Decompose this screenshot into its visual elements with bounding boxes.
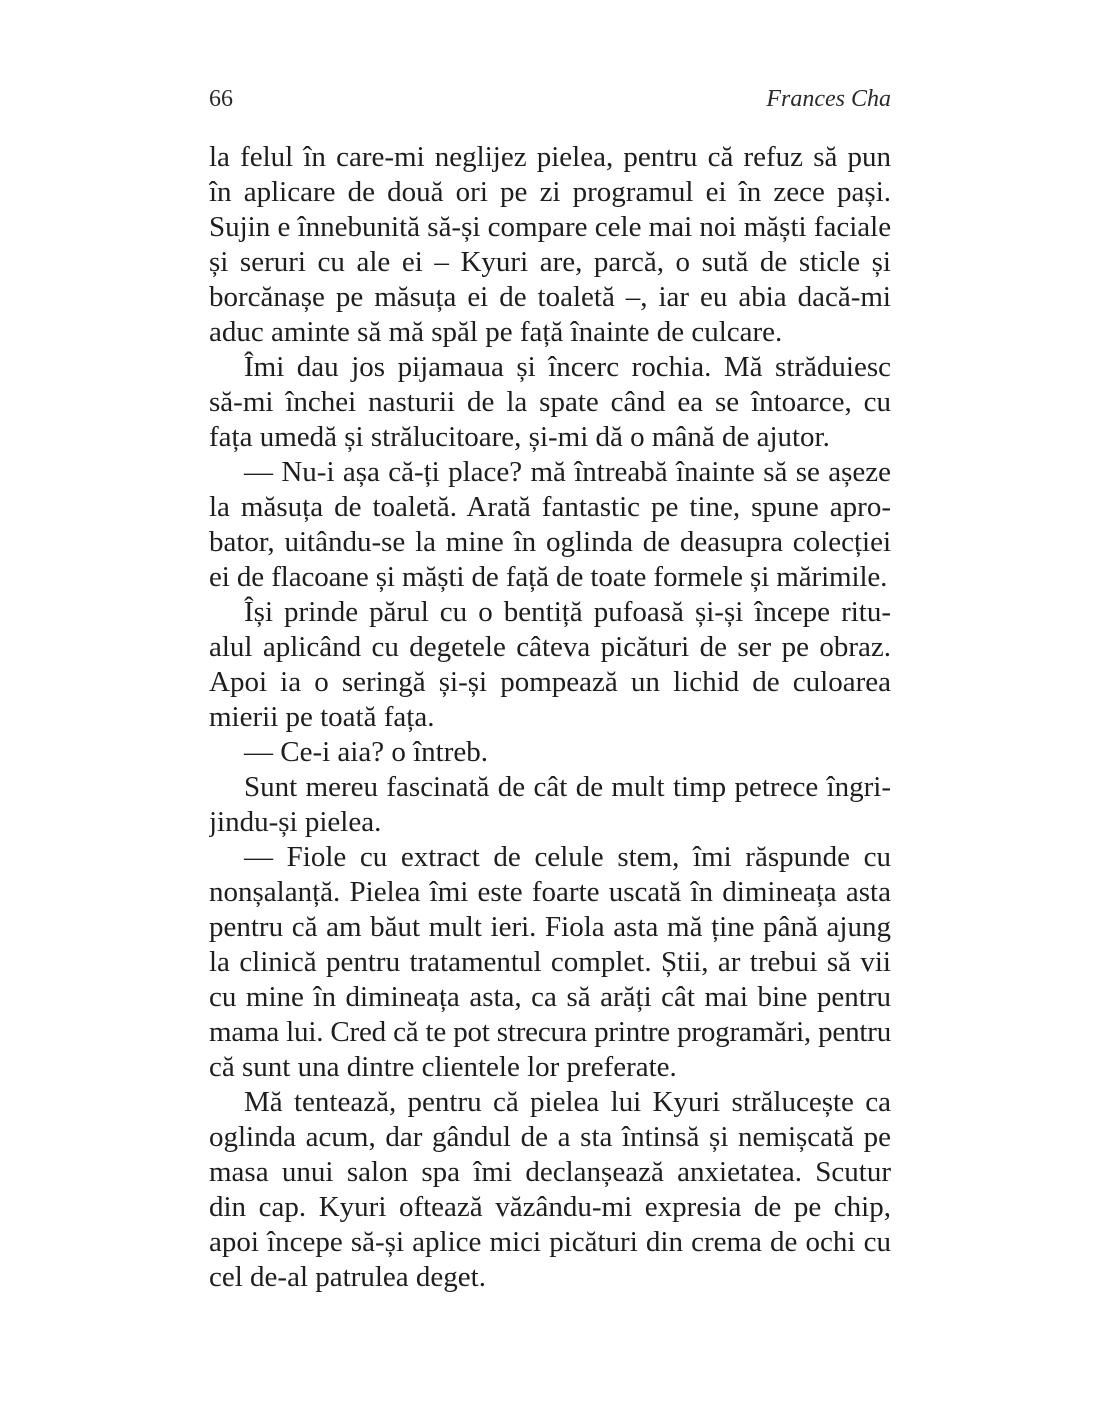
paragraph — [209, 840, 891, 1085]
text-line: borcănașe pe măsuța ei de toaletă –, iar eu abia dacă-mi — [209, 281, 891, 313]
text-line: Sunt mereu fascinată de cât de mult timp petrece îngri- — [244, 771, 891, 803]
text-line: pentru că am băut mult ieri. Fiola asta mă ține până ajung — [209, 911, 891, 943]
text-line: mama lui. Cred că te pot strecura printre programări, pentru — [209, 1016, 891, 1048]
text-line: aduc aminte să mă spăl pe față înainte de culcare. — [209, 316, 783, 348]
text-line: că sunt una dintre clientele lor preferate. — [209, 1051, 677, 1083]
text-line: alul aplicând cu degetele câteva picături de ser pe obraz. — [209, 631, 891, 663]
text-line: nonșalanță. Pielea îmi este foarte uscată în dimineața asta — [209, 876, 891, 908]
text-line: — Fiole cu extract de celule stem, îmi răspunde cu — [244, 841, 891, 873]
text-line: și seruri cu ale ei – Kyuri are, parcă, o sută de sticle și — [209, 246, 891, 278]
text-line: în aplicare de două ori pe zi programul ei în zece pași. — [209, 176, 891, 208]
text-line: Sujin e înnebunită să-și compare cele mai noi măști faciale — [209, 211, 891, 243]
paragraph — [209, 595, 891, 735]
text-line: — Ce-i aia? o întreb. — [244, 736, 488, 768]
paragraph — [209, 735, 891, 770]
body-text — [209, 140, 891, 1295]
text-line: din cap. Kyuri oftează văzându-mi expresia de pe chip, — [209, 1191, 891, 1223]
text-line: Își prinde părul cu o bentiță pufoasă și-și începe ritu- — [244, 596, 891, 628]
text-line: mierii pe toată fața. — [209, 701, 435, 733]
text-line: cel de-al patrulea deget. — [209, 1261, 486, 1293]
paragraph — [209, 350, 891, 455]
text-line: cu mine în dimineața asta, ca să arăți cât mai bine pentru — [209, 981, 891, 1013]
text-line: Îmi dau jos pijamaua și încerc rochia. Mă străduiesc — [244, 351, 891, 383]
paragraph — [209, 140, 891, 350]
text-line: — Nu-i așa că-ți place? mă întreabă înainte să se așeze — [244, 456, 891, 488]
text-line: apoi începe să-și aplice mici picături din crema de ochi cu — [209, 1226, 891, 1258]
text-line: Mă tentează, pentru că pielea lui Kyuri strălucește ca — [244, 1086, 891, 1118]
page-number: 66 — [209, 86, 233, 112]
text-line: să-mi închei nasturii de la spate când ea se întoarce, cu — [209, 386, 891, 418]
text-line: jindu-și pielea. — [209, 806, 382, 838]
text-line: la clinică pentru tratamentul complet. Știi, ar trebui să vii — [209, 946, 891, 978]
text-line: masa unui salon spa îmi declanșează anxietatea. Scutur — [209, 1156, 891, 1188]
paragraph — [209, 1085, 891, 1295]
text-line: la măsuța de toaletă. Arată fantastic pe tine, spune apro- — [209, 491, 891, 523]
text-line: fața umedă și strălucitoare, și-mi dă o mână de ajutor. — [209, 421, 830, 453]
paragraph — [209, 770, 891, 840]
paragraph — [209, 455, 891, 595]
running-title-author: Frances Cha — [766, 86, 891, 112]
text-line: Apoi ia o seringă și-și pompează un lichid de culoarea — [209, 666, 891, 698]
running-head — [209, 84, 891, 114]
text-line: ei de flacoane și măști de față de toate formele și mărimile. — [209, 561, 888, 593]
text-line: bator, uitându-se la mine în oglinda de deasupra colecției — [209, 526, 891, 558]
text-line: oglinda acum, dar gândul de a sta întinsă și nemișcată pe — [209, 1121, 891, 1153]
text-line: la felul în care-mi neglijez pielea, pentru că refuz să pun — [209, 141, 891, 173]
